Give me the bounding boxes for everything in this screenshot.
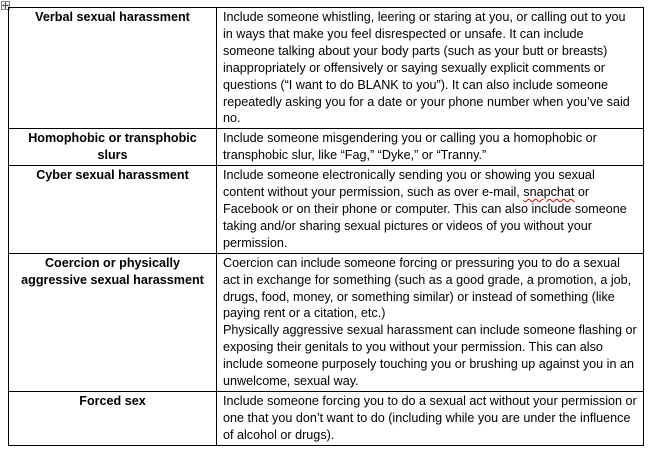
term-cell: Cyber sexual harassment [9, 166, 217, 254]
term-cell: Verbal sexual harassment [9, 8, 217, 129]
description-paragraph: Physically aggressive sexual harassment can include someone flashing or exposing their genitals to you without your permission. This can also include someone purposely touching you or brushing up against you in an unwelcome, sexual way. [223, 323, 637, 389]
table-row [9, 166, 644, 254]
table-row [9, 253, 644, 391]
term-cell: Forced sex [9, 391, 217, 445]
harassment-types-table [8, 7, 644, 446]
description-text: or Facebook or on their phone or computer. This can also include someone taking and/or sharing sexual pictures or videos of you without your permission. [223, 185, 627, 250]
term-cell: Coercion or physically aggressive sexual harassment [9, 253, 217, 391]
table-row [9, 129, 644, 166]
description-cell [217, 166, 644, 254]
description-paragraph: Coercion can include someone forcing or pressuring you to do a sexual act in exchange for something (such as a good grade, a promotion, a job, drugs, food, money, or something similar) or instead of something (like paying rent or a citation, etc.) [223, 255, 632, 321]
description-cell: Include someone misgendering you or calling you a homophobic or transphobic slur, like “Fag,” “Dyke,” or “Tranny.” [217, 129, 644, 166]
table-row [9, 391, 644, 445]
description-text: Include someone electronically sending you or showing you sexual content without your permission, such as over e-mail, [223, 168, 595, 200]
spellcheck-flagged-word: snapchat [523, 185, 575, 200]
term-cell: Homophobic or transphobic slurs [9, 129, 217, 166]
description-cell: Include someone whistling, leering or staring at you, or calling out to you in ways that make you feel disrespected or unsafe. It can include someone talking about your body parts (such as your butt or breasts) inappropriately or offensively or saying sexually explicit comments or questions (“I want to do BLANK to you”). It can also include someone repeatedly asking you for a date or your phone number when you’ve said no. [217, 8, 644, 129]
description-cell [217, 253, 644, 391]
table-row [9, 8, 644, 129]
description-cell: Include someone forcing you to do a sexual act without your permission or one that you don’t want to do (including while you are under the influence of alcohol or drugs). [217, 391, 644, 445]
